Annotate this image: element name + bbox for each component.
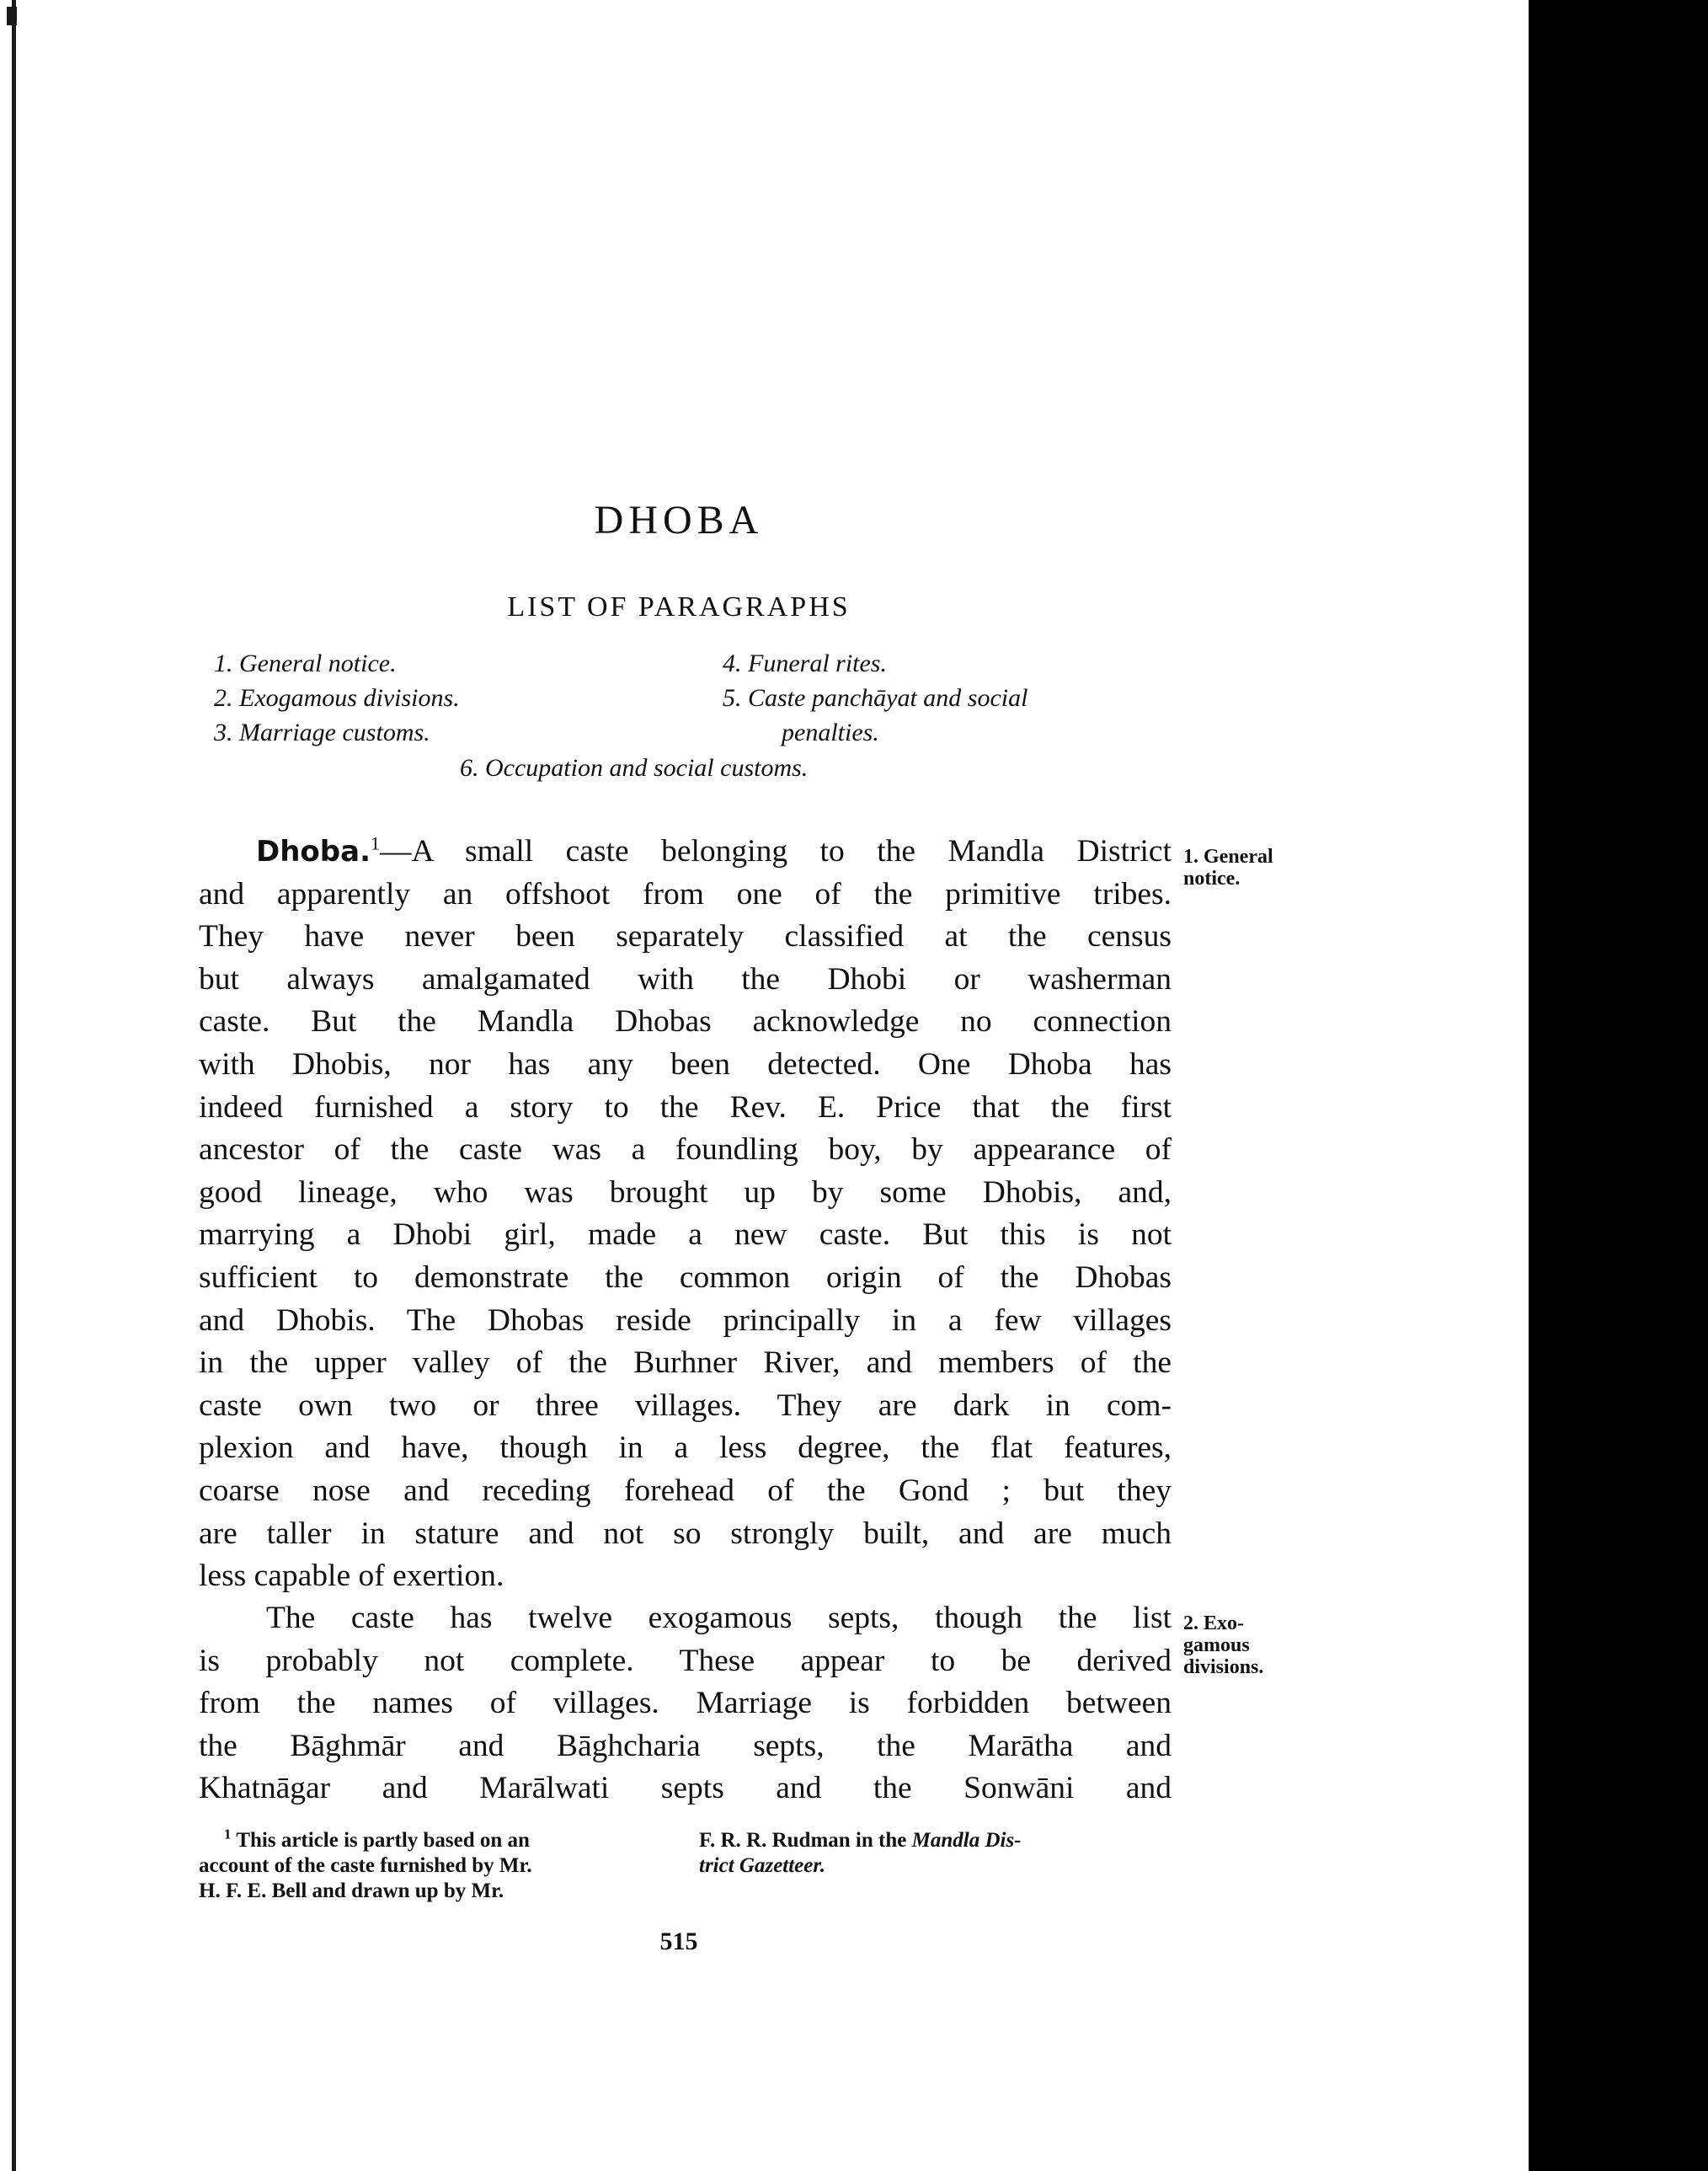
page-title: DHOBA (594, 498, 764, 543)
paragraph-line: indeed furnished a story to the Rev. E. Price that the first (199, 1089, 1172, 1125)
toc-item-5: 5. Caste panchāyat and social (723, 684, 1028, 712)
paragraph-line: from the names of villages. Marriage is forbidden between (199, 1686, 1172, 1721)
paragraph-line: the Bāghmār and Bāghcharia septs, the Marātha and (199, 1728, 1172, 1763)
paragraph-line: coarse nose and receding forehead of the Gond ; but they (199, 1473, 1172, 1508)
scan-right-edge (1529, 0, 1708, 2171)
paragraph-line: and Dhobis. The Dhobas reside principally in a few villages (199, 1302, 1172, 1338)
entry-heading: Dhoba. (256, 835, 371, 869)
toc-item-5-cont: penalties. (782, 719, 879, 746)
toc-item-6: 6. Occupation and social customs. (460, 754, 809, 782)
paragraph-line: ancestor of the caste was a foundling boy, by appearance of (199, 1132, 1172, 1168)
paragraph-line: less capable of exertion. (199, 1559, 504, 1594)
margin-note-1: 1. General notice. (1183, 846, 1273, 890)
footnote-ref: 1 (370, 832, 380, 854)
scan-left-edge (12, 0, 16, 2171)
toc-item-1: 1. General notice. (214, 650, 397, 677)
paragraph-line: is probably not complete. These appear to be derived (199, 1643, 1172, 1678)
paragraph-line: with Dhobis, nor has any been detected. One Dhoba has (199, 1046, 1172, 1082)
margin-note-2: 2. Exo- gamous divisions. (1183, 1612, 1264, 1678)
paragraph-line: good lineage, who was brought up by some Dhobis, and, (199, 1174, 1172, 1210)
paragraph-line: caste own two or three villages. They are dark in com- (199, 1388, 1172, 1423)
toc-item-2: 2. Exogamous divisions. (214, 684, 460, 712)
footnote-marker: 1 (224, 1826, 232, 1842)
paragraph-line: They have never been separately classified at the census (199, 919, 1172, 954)
paragraph-1 (199, 831, 1172, 1598)
paragraph-line: Dhoba.$^1$—A small caste belonging to the Mandla District (256, 832, 1172, 869)
paragraph-line: plexion and have, though in a less degree, the flat features, (199, 1430, 1172, 1466)
page-subtitle: LIST OF PARAGRAPHS (507, 591, 851, 623)
paragraph-line: caste. But the Mandla Dhobas acknowledge no connection (199, 1004, 1172, 1040)
paragraph-line: are taller in stature and not so strongly built, and are much (199, 1516, 1172, 1551)
paragraph-line: and apparently an offshoot from one of the primitive tribes. (199, 876, 1172, 912)
toc-item-3: 3. Marriage customs. (214, 719, 430, 746)
paragraph-line: but always amalgamated with the Dhobi or washerman (199, 961, 1172, 997)
paragraph-line: in the upper valley of the Burhner River, and members of the (199, 1345, 1172, 1381)
toc-item-4: 4. Funeral rites. (723, 650, 887, 677)
paragraph-line: marrying a Dhobi girl, made a new caste. But this is not (199, 1217, 1172, 1253)
footnote-right: F. R. R. Rudman in the Mandla Dis- trict Gazetteer. (699, 1829, 1022, 1877)
page-number: 515 (659, 1928, 698, 1955)
paragraph-line: sufficient to demonstrate the common origin of the Dhobas (199, 1259, 1172, 1295)
footnote-left: $^1$ This article is partly based on an account of the caste furnished by Mr. H. F. E. Bell and drawn up by Mr. (199, 1826, 532, 1902)
paragraph-line: The caste has twelve exogamous septs, though the list (266, 1601, 1172, 1635)
paragraph-2 (199, 1597, 1172, 1810)
scan-left-edge-mark (7, 7, 17, 25)
paragraph-line: Khatnāgar and Marālwati septs and the Sonwāni and (199, 1771, 1172, 1806)
